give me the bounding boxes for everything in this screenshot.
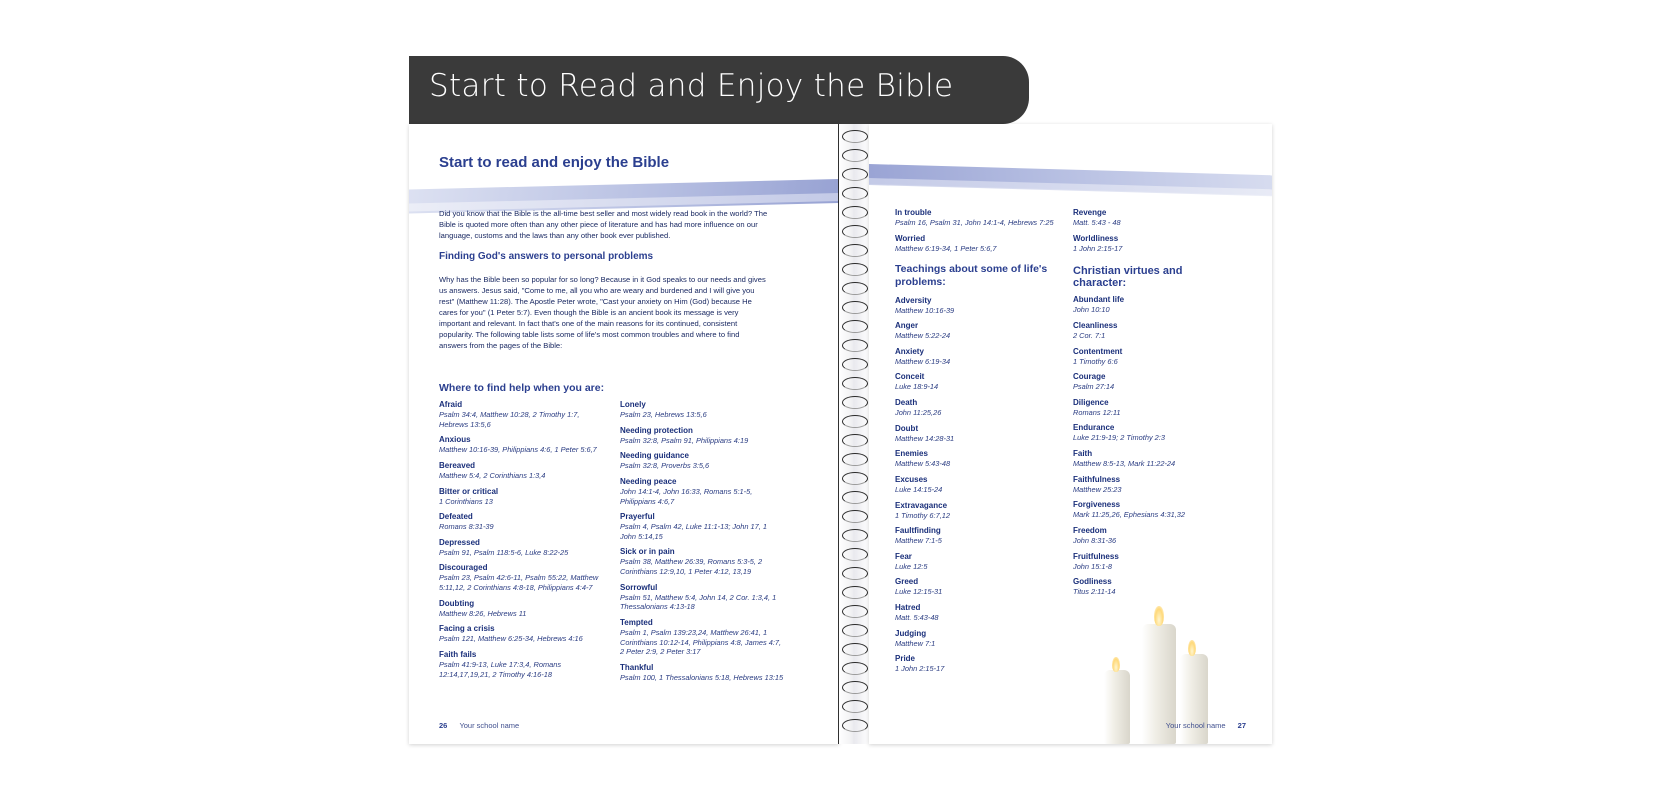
spiral-ring: [842, 643, 868, 656]
spiral-ring: [842, 225, 868, 238]
entry-topic: Enemies: [895, 449, 928, 459]
entry-references: 1 Corinthians 13: [439, 496, 493, 506]
spiral-ring: [842, 301, 868, 314]
entry-references: 1 Timothy 6:6: [1073, 356, 1118, 366]
right-page: [869, 124, 1272, 744]
left-column-1: [439, 400, 604, 688]
scripture-entry: [1073, 208, 1233, 228]
scripture-entry: [1073, 423, 1233, 443]
entry-references: Mark 11:25,26, Ephesians 4:31,32: [1073, 510, 1186, 520]
entry-topic: In trouble: [895, 208, 932, 217]
entry-references: Psalm 41:9-13, Luke 17:3,4, Romans 12:14,17,19,21, 2 Timothy 4:16-18: [439, 659, 562, 679]
spiral-ring: [842, 396, 868, 409]
scripture-entry: [1073, 500, 1233, 520]
entry-references: Luke 18:9-14: [895, 382, 939, 392]
entry-references: Matt. 5:43-48: [895, 613, 939, 622]
scripture-entry: [439, 512, 604, 532]
entry-topic: Fruitfulness: [1073, 551, 1119, 561]
entry-references: Psalm 100, 1 Thessalonians 5:18, Hebrews 13:15: [620, 672, 784, 682]
entry-references: 1 Timothy 6:7,12: [895, 510, 950, 520]
scripture-entry: [620, 663, 785, 683]
scripture-entry: [620, 547, 785, 576]
spiral-ring: [842, 548, 868, 561]
spiral-ring: [842, 320, 868, 333]
entry-topic: Depressed: [439, 537, 480, 547]
scripture-entry: [439, 563, 604, 592]
entry-references: Matthew 6:19-34, 1 Peter 5:6,7: [895, 243, 997, 253]
entry-topic: Pride: [895, 654, 916, 664]
scripture-entry: [1073, 577, 1233, 597]
spiral-ring: [842, 491, 868, 504]
entry-references: Psalm 4, Psalm 42, Luke 11:1-13; John 17, 1 John 5:14,15: [620, 522, 767, 541]
spiral-ring: [842, 206, 868, 219]
entry-topic: Thankful: [620, 662, 654, 672]
entry-topic: Hatred: [895, 603, 921, 612]
entry-references: Psalm 23, Hebrews 13:5,6: [620, 410, 707, 419]
spiral-binding: [839, 124, 869, 744]
scripture-entry: [439, 461, 604, 481]
folio-left: [439, 721, 519, 730]
entry-topic: Endurance: [1073, 423, 1115, 433]
spiral-ring: [842, 168, 868, 181]
entry-references: Luke 21:9-19; 2 Timothy 2:3: [1073, 433, 1165, 443]
scripture-entry: [1073, 321, 1233, 341]
scripture-entry: [895, 629, 1055, 649]
scripture-entry: [439, 624, 604, 644]
entry-references: Titus 2:11-14: [1073, 587, 1116, 597]
entry-topic: Extravagance: [895, 500, 948, 510]
scripture-entry: [895, 347, 1055, 367]
scripture-entry: [620, 618, 785, 657]
entry-topic: Adversity: [895, 295, 932, 305]
entry-topic: Faith: [1073, 449, 1093, 458]
spiral-ring: [842, 700, 868, 713]
page-number: 26: [439, 721, 448, 730]
scripture-entry: [439, 435, 604, 455]
entry-topic: Faultfinding: [895, 526, 941, 536]
spiral-ring: [842, 529, 868, 542]
entry-topic: Bitter or critical: [439, 486, 499, 496]
entry-topic: Conceit: [895, 372, 925, 382]
entry-references: Romans 12:11: [1073, 407, 1121, 417]
entry-topic: Faithfulness: [1073, 474, 1121, 484]
entry-references: Matthew 14:28-31: [895, 433, 955, 443]
entry-topic: Forgiveness: [1073, 500, 1121, 510]
entry-topic: Freedom: [1073, 525, 1107, 535]
left-body: [439, 208, 769, 360]
spiral-ring: [842, 149, 868, 162]
scripture-entry: [439, 650, 604, 679]
scripture-entry: [620, 400, 785, 420]
entry-topic: Lonely: [620, 400, 646, 409]
scripture-entry: [895, 234, 1055, 254]
scripture-entry: [1073, 234, 1233, 254]
scripture-entry: [895, 654, 1055, 674]
entry-references: Matthew 5:4, 2 Corinthians 1:3,4: [439, 470, 546, 480]
entry-references: Matthew 25:23: [1073, 484, 1122, 494]
entry-topic: Godliness: [1073, 577, 1112, 587]
entry-references: 1 John 2:15-17: [895, 664, 945, 674]
scripture-entry: [1073, 295, 1233, 315]
spiral-ring: [842, 263, 868, 276]
spiral-ring: [842, 719, 868, 732]
page-title: Start to read and enjoy the Bible: [439, 154, 670, 171]
heading-virtues: Christian virtues and character:: [1073, 265, 1183, 290]
scripture-entry: [895, 398, 1055, 418]
entry-topic: Courage: [1073, 372, 1106, 382]
scripture-entry: [1073, 372, 1233, 392]
left-column-2: [620, 400, 785, 688]
scripture-entry: [1073, 475, 1233, 495]
scripture-entry: [895, 552, 1055, 572]
entry-references: Psalm 32:8, Proverbs 3:5,6: [620, 461, 710, 471]
section-heading-finding: Finding God's answers to personal problems: [439, 251, 654, 262]
right-column-2: [1073, 208, 1233, 680]
entry-topic: Fear: [895, 551, 912, 561]
right-entry-columns: [895, 208, 1245, 680]
entry-references: Matthew 6:19-34: [895, 356, 951, 366]
entry-references: Psalm 1, Psalm 139:23,24, Matthew 26:41, 1 Corinthians 10:12-14, Philippians 4:8, James 4:7, 2 Peter 2:9, 2 Peter 3:17: [620, 627, 782, 657]
banner-title: Start to Read and Enjoy the Bible: [429, 68, 954, 104]
entry-references: John 14:1-4, John 16:33, Romans 5:1-5, Philippians 4:6,7: [620, 486, 753, 506]
scripture-entry: [620, 583, 785, 612]
entry-references: Matt. 5:43 - 48: [1073, 218, 1121, 227]
entry-references: John 15:1-8: [1073, 561, 1113, 571]
entry-references: Psalm 91, Psalm 118:5-6, Luke 8:22-25: [439, 547, 569, 557]
spiral-ring: [842, 434, 868, 447]
scripture-entry: [620, 426, 785, 446]
scripture-entry: [895, 449, 1055, 469]
entry-topic: Contentment: [1073, 346, 1123, 356]
banner: [409, 56, 1029, 124]
scripture-entry: [439, 599, 604, 619]
entry-topic: Doubting: [439, 598, 475, 608]
entry-topic: Sorrowful: [620, 582, 658, 592]
entry-references: Psalm 34:4, Matthew 10:28, 2 Timothy 1:7, Hebrews 13:5,6: [439, 410, 580, 429]
entry-topic: Prayerful: [620, 512, 655, 522]
entry-references: Psalm 38, Matthew 26:39, Romans 5:3-5, 2 Corinthians 12:9,10, 1 Peter 4:12, 13,19: [620, 557, 763, 576]
entry-topic: Doubt: [895, 423, 919, 433]
candle-small: [1104, 670, 1130, 744]
scripture-entry: [895, 372, 1055, 392]
entry-topic: Revenge: [1073, 208, 1107, 217]
page-number: 27: [1237, 721, 1246, 730]
entry-references: John 11:25,26: [895, 408, 942, 417]
entry-references: Psalm 23, Psalm 42:6-11, Psalm 55:22, Matthew 5:11,12, 2 Corinthians 4:8-18, Philippians 4:4-7: [439, 573, 599, 592]
entry-topic: Bereaved: [439, 460, 476, 470]
spiral-ring: [842, 130, 868, 143]
entry-topic: Needing guidance: [620, 451, 689, 461]
entry-references: Luke 12:5: [895, 561, 928, 571]
entry-topic: Facing a crisis: [439, 624, 495, 634]
entry-topic: Excuses: [895, 474, 928, 484]
scripture-entry: [895, 475, 1055, 495]
scripture-entry: [895, 208, 1055, 228]
entry-topic: Afraid: [439, 400, 463, 409]
entry-references: Psalm 32:8, Psalm 91, Philippians 4:19: [620, 435, 749, 445]
heading-teachings: Teachings about some of life's problems:: [895, 263, 1048, 289]
entry-topic: Worldliness: [1073, 233, 1119, 243]
spiral-ring: [842, 624, 868, 637]
left-entry-columns: [439, 400, 789, 688]
scripture-entry: [439, 400, 604, 429]
spiral-ring: [842, 358, 868, 371]
entry-topic: Diligence: [1073, 397, 1109, 407]
entry-references: Luke 12:15-31: [895, 587, 943, 597]
school-name: Your school name: [1165, 721, 1226, 730]
spiral-ring: [842, 681, 868, 694]
entry-references: Matthew 10:16-39: [895, 305, 955, 315]
spiral-ring: [842, 605, 868, 618]
folio-right: [1166, 721, 1246, 730]
scripture-entry: [895, 501, 1055, 521]
entry-references: Psalm 27:14: [1073, 382, 1115, 392]
entry-topic: Anger: [895, 321, 919, 331]
spiral-ring: [842, 586, 868, 599]
entry-topic: Tempted: [620, 617, 653, 627]
entry-references: Matthew 8:26, Hebrews 11: [439, 608, 527, 618]
entry-topic: Defeated: [439, 512, 473, 522]
entry-topic: Worried: [895, 233, 926, 243]
entry-references: Matthew 10:16-39, Philippians 4:6, 1 Peter 5:6,7: [439, 445, 597, 455]
spiral-ring: [842, 282, 868, 295]
entry-topic: Judging: [895, 628, 927, 638]
spiral-ring: [842, 187, 868, 200]
scripture-entry: [439, 538, 604, 558]
scripture-entry: [620, 477, 785, 506]
entry-topic: Anxiety: [895, 346, 924, 356]
entry-topic: Death: [895, 398, 918, 407]
scripture-entry: [1073, 398, 1233, 418]
scripture-entry: [1073, 347, 1233, 367]
spiral-ring: [842, 453, 868, 466]
entry-references: Psalm 51, Matthew 5:4, John 14, 2 Cor. 1:3,4, 1 Thessalonians 4:13-18: [620, 592, 777, 612]
spiral-ring: [842, 377, 868, 390]
scripture-entry: [895, 424, 1055, 444]
right-column-1: [895, 208, 1055, 680]
spiral-ring: [842, 339, 868, 352]
scripture-entry: [895, 296, 1055, 316]
section-heading-where: Where to find help when you are:: [439, 382, 605, 394]
entry-references: Matthew 7:1-5: [895, 536, 942, 546]
spiral-ring: [842, 472, 868, 485]
entry-references: Romans 8:31-39: [439, 522, 494, 532]
school-name: Your school name: [459, 721, 520, 730]
entry-topic: Discouraged: [439, 563, 488, 573]
entry-references: Matthew 5:43-48: [895, 459, 951, 469]
scripture-entry: [895, 577, 1055, 597]
scripture-entry: [895, 526, 1055, 546]
entry-topic: Needing peace: [620, 476, 677, 486]
entry-references: Psalm 121, Matthew 6:25-34, Hebrews 4:16: [439, 634, 583, 644]
entry-references: Luke 14:15-24: [895, 484, 943, 494]
spiral-ring: [842, 662, 868, 675]
entry-topic: Sick or in pain: [620, 547, 675, 557]
intro-paragraph: Did you know that the Bible is the all-time best seller and most widely read book in the world? The Bible is quoted more often than any other piece of literature and has had more influence on our language, customs and the laws than any other book ever published.: [439, 209, 768, 240]
entry-topic: Anxious: [439, 435, 471, 445]
scripture-entry: [1073, 526, 1233, 546]
scripture-entry: [895, 321, 1055, 341]
entry-references: John 10:10: [1073, 305, 1110, 315]
spiral-ring: [842, 244, 868, 257]
entry-references: Matthew 5:22-24: [895, 331, 951, 341]
entry-topic: Faith fails: [439, 649, 477, 659]
scripture-entry: [620, 451, 785, 471]
scripture-entry: [1073, 552, 1233, 572]
entry-topic: Needing protection: [620, 425, 693, 435]
scripture-entry: [1073, 449, 1233, 469]
entry-references: Matthew 8:5-13, Mark 11:22-24: [1073, 459, 1176, 468]
entry-references: Matthew 7:1: [895, 638, 936, 648]
finding-paragraph: Why has the Bible been so popular for so long? Because in it God speaks to our needs and gives us answers. Jesus said, "Come to me, all you who are weary and burdened and I will give you rest" (Matthew 11:28). The Apostle Peter wrote, "Cast your anxiety on Him (God) because He cares for you" (1 Peter 5:7). Even though the Bible is an ancient book its message is very important and relevant. In fact that's one of the main reasons for its continued, consistent popularity. The following table lists some of life's most common troubles and where to find answers from the pages of the Bible:: [439, 274, 766, 350]
entry-references: John 8:31-36: [1073, 535, 1117, 545]
spiral-ring: [842, 510, 868, 523]
entry-topic: Cleanliness: [1073, 320, 1118, 330]
scripture-entry: [620, 512, 785, 541]
entry-references: Psalm 16, Psalm 31, John 14:1-4, Hebrews 7:25: [895, 218, 1054, 227]
entry-references: 2 Cor. 7:1: [1073, 330, 1106, 340]
scripture-entry: [439, 487, 604, 507]
entry-topic: Abundant life: [1073, 295, 1125, 305]
entry-topic: Greed: [895, 577, 919, 587]
spiral-ring: [842, 567, 868, 580]
scripture-entry: [895, 603, 1055, 623]
left-page: [409, 124, 839, 744]
spiral-ring: [842, 415, 868, 428]
entry-references: 1 John 2:15-17: [1073, 243, 1123, 253]
